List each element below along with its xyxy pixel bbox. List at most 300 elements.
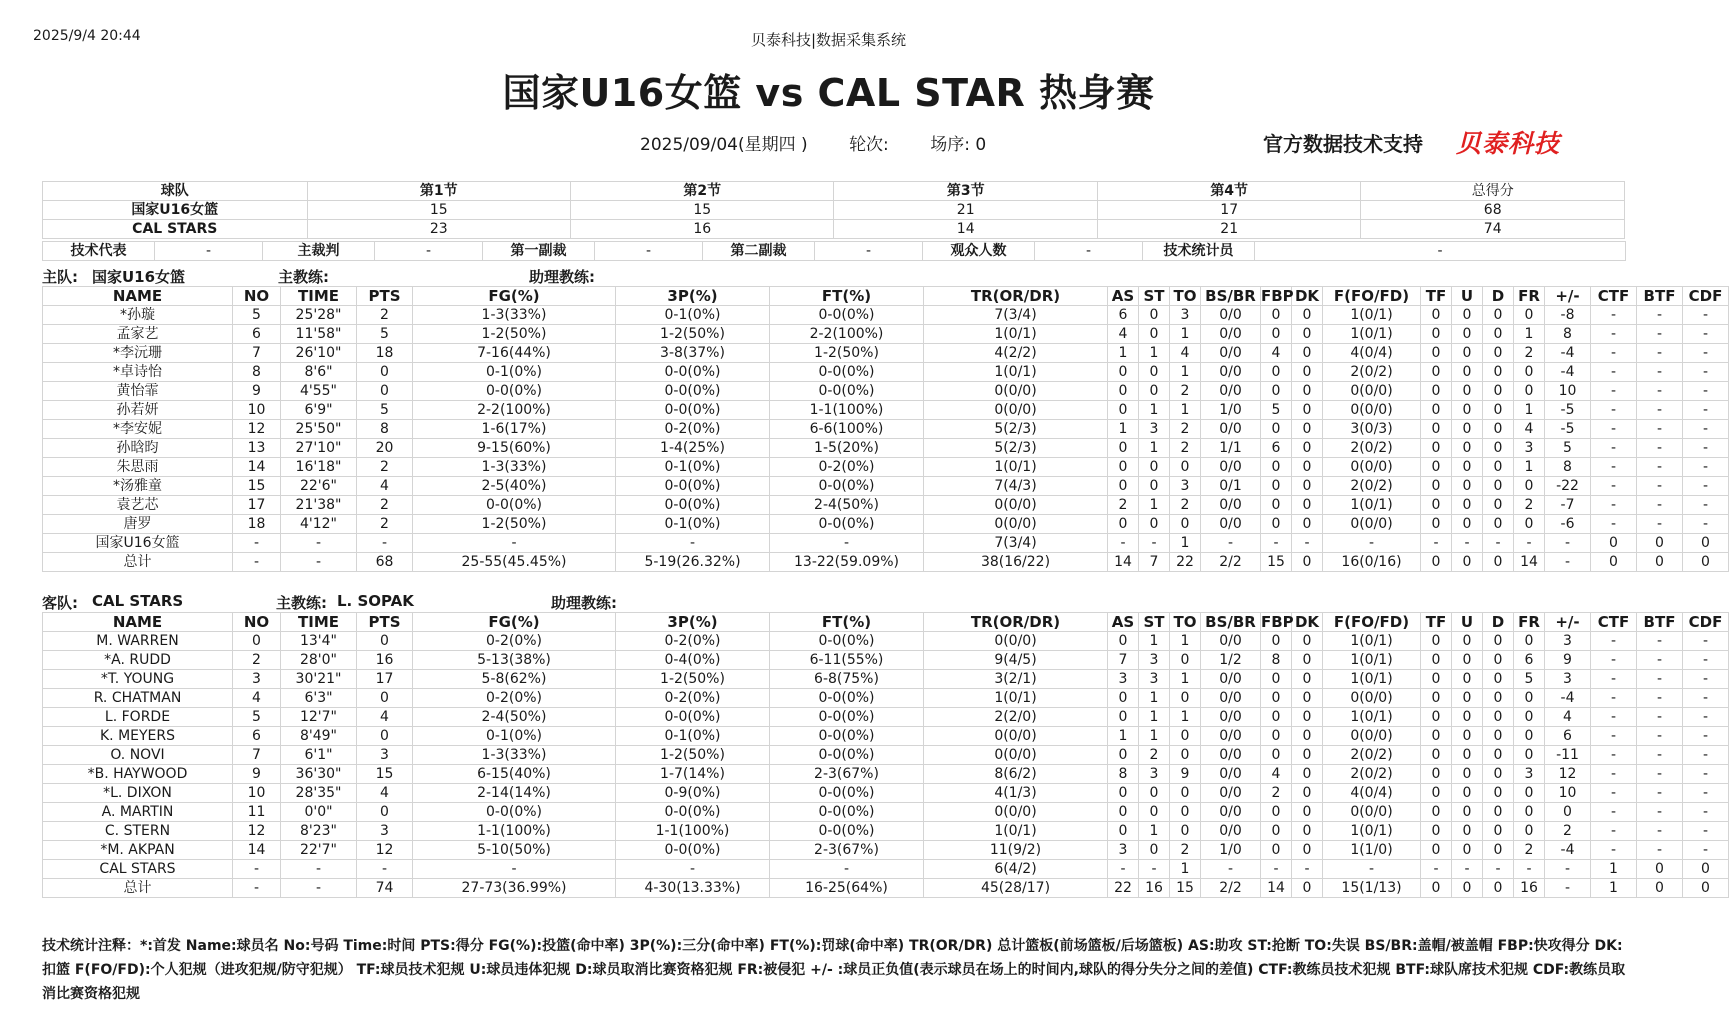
score-table bbox=[42, 181, 1625, 239]
fouls-drawn-cell: 2 bbox=[1514, 496, 1545, 515]
fouls-drawn-cell: 5 bbox=[1514, 670, 1545, 689]
assists-cell: 8 bbox=[1108, 765, 1139, 784]
score-cell: 23 bbox=[307, 220, 570, 239]
column-header-technical-fouls: TF bbox=[1421, 613, 1452, 632]
technical-fouls-cell: 0 bbox=[1421, 420, 1452, 439]
bench-technical-fouls-cell: - bbox=[1637, 708, 1683, 727]
plus-minus-cell: 4 bbox=[1545, 708, 1591, 727]
turnovers-cell: 9 bbox=[1170, 765, 1201, 784]
turnovers-cell: 4 bbox=[1170, 344, 1201, 363]
away-assistant-label: 助理教练: bbox=[551, 594, 617, 612]
turnovers-cell: 0 bbox=[1170, 803, 1201, 822]
column-header-technical-fouls: TF bbox=[1421, 287, 1452, 306]
coach-disqualifying-fouls-cell: - bbox=[1683, 363, 1729, 382]
fouls-cell: 0(0/0) bbox=[1323, 401, 1421, 420]
turnovers-cell: 3 bbox=[1170, 306, 1201, 325]
rebounds-cell: 1(0/1) bbox=[924, 363, 1108, 382]
blocks-cell: 2/2 bbox=[1201, 879, 1261, 898]
score-header-team: 球队 bbox=[43, 182, 308, 201]
points-cell: 5 bbox=[357, 325, 413, 344]
three-points-cell: 0-1(0%) bbox=[616, 727, 770, 746]
steals-cell: 0 bbox=[1139, 458, 1170, 477]
fast-break-points-cell: 0 bbox=[1261, 477, 1292, 496]
minutes-cell: 8'6" bbox=[281, 363, 357, 382]
three-points-cell: 0-1(0%) bbox=[616, 458, 770, 477]
dunks-cell: 0 bbox=[1292, 496, 1323, 515]
match-title: 国家U16女篮 vs CAL STAR 热身赛 bbox=[502, 71, 1155, 115]
column-header-field-goals: FG(%) bbox=[413, 287, 616, 306]
dunks-cell: 0 bbox=[1292, 841, 1323, 860]
steals-cell: 1 bbox=[1139, 496, 1170, 515]
disqualifying-fouls-cell: 0 bbox=[1483, 841, 1514, 860]
rebounds-cell: 7(3/4) bbox=[924, 306, 1108, 325]
points-cell: 74 bbox=[357, 879, 413, 898]
coach-technical-fouls-cell: - bbox=[1591, 439, 1637, 458]
fouls-cell: 2(0/2) bbox=[1323, 746, 1421, 765]
turnovers-cell: 2 bbox=[1170, 496, 1201, 515]
steals-cell: 1 bbox=[1139, 439, 1170, 458]
free-throws-cell: 2-3(67%) bbox=[770, 841, 924, 860]
fast-break-points-cell: 0 bbox=[1261, 746, 1292, 765]
score-header-q2: 第2节 bbox=[570, 182, 833, 201]
field-goals-cell: 1-6(17%) bbox=[413, 420, 616, 439]
score-cell: 15 bbox=[570, 201, 833, 220]
dunks-cell: - bbox=[1292, 534, 1323, 553]
turnovers-cell: 0 bbox=[1170, 784, 1201, 803]
three-points-cell: 0-0(0%) bbox=[616, 477, 770, 496]
rebounds-cell: 1(0/1) bbox=[924, 822, 1108, 841]
bench-technical-fouls-cell: - bbox=[1637, 784, 1683, 803]
three-points-cell: 0-2(0%) bbox=[616, 632, 770, 651]
fouls-drawn-cell: 2 bbox=[1514, 841, 1545, 860]
plus-minus-cell: 6 bbox=[1545, 727, 1591, 746]
official-label: 第一副裁 bbox=[483, 242, 595, 261]
blocks-cell: 1/0 bbox=[1201, 841, 1261, 860]
dunks-cell: 0 bbox=[1292, 822, 1323, 841]
blocks-cell: 1/0 bbox=[1201, 401, 1261, 420]
player-row bbox=[43, 708, 1729, 727]
three-points-cell: 0-0(0%) bbox=[616, 803, 770, 822]
column-header-player-name: NAME bbox=[43, 287, 233, 306]
bench-technical-fouls-cell: - bbox=[1637, 689, 1683, 708]
assists-cell: 22 bbox=[1108, 879, 1139, 898]
points-cell: 5 bbox=[357, 401, 413, 420]
unsportsmanlike-fouls-cell: 0 bbox=[1452, 670, 1483, 689]
bench-technical-fouls-cell: - bbox=[1637, 841, 1683, 860]
bench-technical-fouls-cell: - bbox=[1637, 803, 1683, 822]
column-header-dunks: DK bbox=[1292, 613, 1323, 632]
fouls-drawn-cell: 0 bbox=[1514, 708, 1545, 727]
coach-disqualifying-fouls-cell: - bbox=[1683, 727, 1729, 746]
system-name: 贝泰科技|数据采集系统 bbox=[750, 31, 907, 49]
print-timestamp: 2025/9/4 20:44 bbox=[33, 28, 141, 44]
three-points-cell: 1-2(50%) bbox=[616, 670, 770, 689]
disqualifying-fouls-cell: 0 bbox=[1483, 689, 1514, 708]
player-row bbox=[43, 841, 1729, 860]
steals-cell: 0 bbox=[1139, 803, 1170, 822]
bench-technical-fouls-cell: - bbox=[1637, 670, 1683, 689]
score-cell: 15 bbox=[307, 201, 570, 220]
column-header-free-throws: FT(%) bbox=[770, 287, 924, 306]
three-points-cell: 0-4(0%) bbox=[616, 651, 770, 670]
fast-break-points-cell: 5 bbox=[1261, 401, 1292, 420]
points-cell: 4 bbox=[357, 477, 413, 496]
technical-fouls-cell: - bbox=[1421, 534, 1452, 553]
player-row bbox=[43, 344, 1729, 363]
minutes-cell: 26'10" bbox=[281, 344, 357, 363]
technical-fouls-cell: 0 bbox=[1421, 382, 1452, 401]
assists-cell: 6 bbox=[1108, 306, 1139, 325]
bench-technical-fouls-cell: - bbox=[1637, 477, 1683, 496]
rebounds-cell: 7(4/3) bbox=[924, 477, 1108, 496]
coach-disqualifying-fouls-cell: - bbox=[1683, 632, 1729, 651]
three-points-cell: 1-2(50%) bbox=[616, 325, 770, 344]
minutes-cell: - bbox=[281, 860, 357, 879]
steals-cell: 0 bbox=[1139, 306, 1170, 325]
column-header-player-name: NAME bbox=[43, 613, 233, 632]
player-name-cell: R. CHATMAN bbox=[43, 689, 233, 708]
fouls-drawn-cell: - bbox=[1514, 860, 1545, 879]
bench-technical-fouls-cell: - bbox=[1637, 727, 1683, 746]
coach-technical-fouls-cell: - bbox=[1591, 363, 1637, 382]
away-coach-label: 主教练: bbox=[276, 594, 327, 612]
technical-fouls-cell: 0 bbox=[1421, 344, 1452, 363]
unsportsmanlike-fouls-cell: 0 bbox=[1452, 420, 1483, 439]
free-throws-cell: 16-25(64%) bbox=[770, 879, 924, 898]
turnovers-cell: 2 bbox=[1170, 382, 1201, 401]
technical-fouls-cell: 0 bbox=[1421, 477, 1452, 496]
dunks-cell: 0 bbox=[1292, 325, 1323, 344]
assists-cell: 0 bbox=[1108, 708, 1139, 727]
column-header-blocks: BS/BR bbox=[1201, 613, 1261, 632]
officials-table bbox=[42, 241, 1626, 261]
fouls-drawn-cell: 1 bbox=[1514, 401, 1545, 420]
points-cell: 0 bbox=[357, 363, 413, 382]
free-throws-cell: - bbox=[770, 860, 924, 879]
rebounds-cell: 45(28/17) bbox=[924, 879, 1108, 898]
three-points-cell: 3-8(37%) bbox=[616, 344, 770, 363]
column-header-bench-technical-fouls: BTF bbox=[1637, 287, 1683, 306]
player-row bbox=[43, 420, 1729, 439]
column-header-dunks: DK bbox=[1292, 287, 1323, 306]
fouls-cell: 0(0/0) bbox=[1323, 515, 1421, 534]
column-header-fouls-drawn: FR bbox=[1514, 287, 1545, 306]
turnovers-cell: 0 bbox=[1170, 727, 1201, 746]
coach-technical-fouls-cell: - bbox=[1591, 670, 1637, 689]
turnovers-cell: 0 bbox=[1170, 746, 1201, 765]
points-cell: 8 bbox=[357, 420, 413, 439]
player-row bbox=[43, 803, 1729, 822]
disqualifying-fouls-cell: 0 bbox=[1483, 382, 1514, 401]
player-row bbox=[43, 534, 1729, 553]
disqualifying-fouls-cell: 0 bbox=[1483, 439, 1514, 458]
minutes-cell: 22'6" bbox=[281, 477, 357, 496]
assists-cell: 0 bbox=[1108, 363, 1139, 382]
player-name-cell: *A. RUDD bbox=[43, 651, 233, 670]
match-date: 2025/09/04(星期四 ) bbox=[640, 135, 808, 155]
free-throws-cell: 0-0(0%) bbox=[770, 727, 924, 746]
blocks-cell: 0/0 bbox=[1201, 708, 1261, 727]
fouls-cell: 1(1/0) bbox=[1323, 841, 1421, 860]
home-coach-label: 主教练: bbox=[278, 268, 329, 286]
three-points-cell: 0-0(0%) bbox=[616, 496, 770, 515]
fast-break-points-cell: 0 bbox=[1261, 458, 1292, 477]
steals-cell: 1 bbox=[1139, 632, 1170, 651]
turnovers-cell: 1 bbox=[1170, 860, 1201, 879]
turnovers-cell: 0 bbox=[1170, 689, 1201, 708]
steals-cell: 0 bbox=[1139, 841, 1170, 860]
coach-disqualifying-fouls-cell: - bbox=[1683, 784, 1729, 803]
field-goals-cell: 0-0(0%) bbox=[413, 382, 616, 401]
points-cell: 0 bbox=[357, 689, 413, 708]
bench-technical-fouls-cell: - bbox=[1637, 325, 1683, 344]
field-goals-cell: 5-8(62%) bbox=[413, 670, 616, 689]
dunks-cell: 0 bbox=[1292, 344, 1323, 363]
coach-disqualifying-fouls-cell: - bbox=[1683, 708, 1729, 727]
unsportsmanlike-fouls-cell: 0 bbox=[1452, 382, 1483, 401]
player-row bbox=[43, 325, 1729, 344]
unsportsmanlike-fouls-cell: 0 bbox=[1452, 496, 1483, 515]
bench-technical-fouls-cell: - bbox=[1637, 515, 1683, 534]
blocks-cell: 0/0 bbox=[1201, 746, 1261, 765]
plus-minus-cell: -5 bbox=[1545, 401, 1591, 420]
fouls-cell: 2(0/2) bbox=[1323, 439, 1421, 458]
field-goals-cell: - bbox=[413, 534, 616, 553]
coach-disqualifying-fouls-cell: - bbox=[1683, 822, 1729, 841]
score-cell: 21 bbox=[1097, 220, 1360, 239]
field-goals-cell: 0-2(0%) bbox=[413, 689, 616, 708]
bench-technical-fouls-cell: - bbox=[1637, 632, 1683, 651]
steals-cell: 16 bbox=[1139, 879, 1170, 898]
fouls-cell: 2(0/2) bbox=[1323, 765, 1421, 784]
plus-minus-cell: -7 bbox=[1545, 496, 1591, 515]
fast-break-points-cell: 2 bbox=[1261, 784, 1292, 803]
free-throws-cell: 0-0(0%) bbox=[770, 746, 924, 765]
player-name-cell: 唐罗 bbox=[43, 515, 233, 534]
bench-technical-fouls-cell: 0 bbox=[1637, 879, 1683, 898]
bench-technical-fouls-cell: - bbox=[1637, 344, 1683, 363]
steals-cell: 1 bbox=[1139, 401, 1170, 420]
player-row bbox=[43, 553, 1729, 572]
fast-break-points-cell: - bbox=[1261, 860, 1292, 879]
jersey-number-cell: 14 bbox=[233, 458, 281, 477]
player-row bbox=[43, 632, 1729, 651]
points-cell: - bbox=[357, 534, 413, 553]
free-throws-cell: 0-2(0%) bbox=[770, 458, 924, 477]
rebounds-cell: 9(4/5) bbox=[924, 651, 1108, 670]
dunks-cell: 0 bbox=[1292, 765, 1323, 784]
dunks-cell: 0 bbox=[1292, 439, 1323, 458]
disqualifying-fouls-cell: 0 bbox=[1483, 784, 1514, 803]
fast-break-points-cell: 0 bbox=[1261, 420, 1292, 439]
coach-disqualifying-fouls-cell: - bbox=[1683, 344, 1729, 363]
column-header-coach-disqualifying-fouls: CDF bbox=[1683, 613, 1729, 632]
player-name-cell: 孟家艺 bbox=[43, 325, 233, 344]
bench-technical-fouls-cell: - bbox=[1637, 401, 1683, 420]
free-throws-cell: 0-0(0%) bbox=[770, 822, 924, 841]
dunks-cell: 0 bbox=[1292, 670, 1323, 689]
three-points-cell: 0-1(0%) bbox=[616, 306, 770, 325]
three-points-cell: 1-1(100%) bbox=[616, 822, 770, 841]
points-cell: 68 bbox=[357, 553, 413, 572]
blocks-cell: 0/0 bbox=[1201, 632, 1261, 651]
minutes-cell: 6'3" bbox=[281, 689, 357, 708]
blocks-cell: 1/1 bbox=[1201, 439, 1261, 458]
assists-cell: 3 bbox=[1108, 841, 1139, 860]
disqualifying-fouls-cell: 0 bbox=[1483, 727, 1514, 746]
free-throws-cell: 2-4(50%) bbox=[770, 496, 924, 515]
points-cell: 2 bbox=[357, 515, 413, 534]
assists-cell: 14 bbox=[1108, 553, 1139, 572]
steals-cell: 2 bbox=[1139, 746, 1170, 765]
jersey-number-cell: 12 bbox=[233, 420, 281, 439]
assists-cell: 4 bbox=[1108, 325, 1139, 344]
technical-fouls-cell: 0 bbox=[1421, 727, 1452, 746]
player-row bbox=[43, 382, 1729, 401]
coach-disqualifying-fouls-cell: - bbox=[1683, 401, 1729, 420]
coach-disqualifying-fouls-cell: 0 bbox=[1683, 860, 1729, 879]
score-cell: 14 bbox=[834, 220, 1097, 239]
rebounds-cell: 0(0/0) bbox=[924, 382, 1108, 401]
jersey-number-cell: 6 bbox=[233, 727, 281, 746]
technical-fouls-cell: 0 bbox=[1421, 803, 1452, 822]
assists-cell: 0 bbox=[1108, 477, 1139, 496]
jersey-number-cell: - bbox=[233, 860, 281, 879]
points-cell: 20 bbox=[357, 439, 413, 458]
turnovers-cell: 3 bbox=[1170, 477, 1201, 496]
field-goals-cell: 5-10(50%) bbox=[413, 841, 616, 860]
technical-fouls-cell: 0 bbox=[1421, 325, 1452, 344]
field-goals-cell: 2-5(40%) bbox=[413, 477, 616, 496]
unsportsmanlike-fouls-cell: 0 bbox=[1452, 458, 1483, 477]
disqualifying-fouls-cell: 0 bbox=[1483, 325, 1514, 344]
column-header-assists: AS bbox=[1108, 287, 1139, 306]
assists-cell: 0 bbox=[1108, 803, 1139, 822]
rebounds-cell: 6(4/2) bbox=[924, 860, 1108, 879]
steals-cell: 3 bbox=[1139, 420, 1170, 439]
jersey-number-cell: 14 bbox=[233, 841, 281, 860]
player-name-cell: 黄怡霏 bbox=[43, 382, 233, 401]
free-throws-cell: - bbox=[770, 534, 924, 553]
steals-cell: 0 bbox=[1139, 363, 1170, 382]
technical-fouls-cell: 0 bbox=[1421, 841, 1452, 860]
three-points-cell: 4-30(13.33%) bbox=[616, 879, 770, 898]
technical-fouls-cell: - bbox=[1421, 860, 1452, 879]
disqualifying-fouls-cell: 0 bbox=[1483, 632, 1514, 651]
minutes-cell: 27'10" bbox=[281, 439, 357, 458]
steals-cell: 1 bbox=[1139, 822, 1170, 841]
coach-disqualifying-fouls-cell: - bbox=[1683, 439, 1729, 458]
plus-minus-cell: 3 bbox=[1545, 670, 1591, 689]
dunks-cell: 0 bbox=[1292, 651, 1323, 670]
unsportsmanlike-fouls-cell: - bbox=[1452, 860, 1483, 879]
player-name-cell: *T. YOUNG bbox=[43, 670, 233, 689]
technical-fouls-cell: 0 bbox=[1421, 632, 1452, 651]
coach-technical-fouls-cell: - bbox=[1591, 344, 1637, 363]
field-goals-cell: 0-0(0%) bbox=[413, 496, 616, 515]
support-text: 官方数据技术支持 bbox=[1263, 132, 1423, 156]
coach-technical-fouls-cell: - bbox=[1591, 401, 1637, 420]
official-label: 技术统计员 bbox=[1143, 242, 1255, 261]
coach-disqualifying-fouls-cell: - bbox=[1683, 803, 1729, 822]
player-row bbox=[43, 306, 1729, 325]
coach-disqualifying-fouls-cell: - bbox=[1683, 382, 1729, 401]
minutes-cell: 8'23" bbox=[281, 822, 357, 841]
technical-fouls-cell: 0 bbox=[1421, 689, 1452, 708]
bench-technical-fouls-cell: 0 bbox=[1637, 534, 1683, 553]
fast-break-points-cell: 0 bbox=[1261, 306, 1292, 325]
fouls-drawn-cell: 0 bbox=[1514, 822, 1545, 841]
points-cell: 4 bbox=[357, 784, 413, 803]
free-throws-cell: 0-0(0%) bbox=[770, 803, 924, 822]
player-row bbox=[43, 765, 1729, 784]
rebounds-cell: 0(0/0) bbox=[924, 803, 1108, 822]
player-row bbox=[43, 784, 1729, 803]
fouls-drawn-cell: 4 bbox=[1514, 420, 1545, 439]
turnovers-cell: 0 bbox=[1170, 515, 1201, 534]
plus-minus-cell: -22 bbox=[1545, 477, 1591, 496]
fouls-cell: 1(0/1) bbox=[1323, 670, 1421, 689]
plus-minus-cell: 10 bbox=[1545, 784, 1591, 803]
disqualifying-fouls-cell: 0 bbox=[1483, 803, 1514, 822]
dunks-cell: 0 bbox=[1292, 803, 1323, 822]
dunks-cell: 0 bbox=[1292, 401, 1323, 420]
fast-break-points-cell: 0 bbox=[1261, 496, 1292, 515]
player-row bbox=[43, 496, 1729, 515]
column-header-three-points: 3P(%) bbox=[616, 613, 770, 632]
disqualifying-fouls-cell: 0 bbox=[1483, 363, 1514, 382]
column-header-fouls: F(FO/FD) bbox=[1323, 613, 1421, 632]
technical-fouls-cell: 0 bbox=[1421, 401, 1452, 420]
score-header-row bbox=[43, 182, 1625, 201]
blocks-cell: 0/0 bbox=[1201, 803, 1261, 822]
rebounds-cell: 7(3/4) bbox=[924, 534, 1108, 553]
assists-cell: 3 bbox=[1108, 670, 1139, 689]
player-name-cell: *L. DIXON bbox=[43, 784, 233, 803]
field-goals-cell: 1-3(33%) bbox=[413, 746, 616, 765]
player-row bbox=[43, 439, 1729, 458]
jersey-number-cell: 10 bbox=[233, 784, 281, 803]
unsportsmanlike-fouls-cell: 0 bbox=[1452, 784, 1483, 803]
free-throws-cell: 0-0(0%) bbox=[770, 689, 924, 708]
steals-cell: 1 bbox=[1139, 727, 1170, 746]
coach-disqualifying-fouls-cell: - bbox=[1683, 515, 1729, 534]
steals-cell: 1 bbox=[1139, 689, 1170, 708]
official-label: 主裁判 bbox=[263, 242, 375, 261]
fouls-cell: 3(0/3) bbox=[1323, 420, 1421, 439]
fouls-drawn-cell: 1 bbox=[1514, 325, 1545, 344]
coach-technical-fouls-cell: - bbox=[1591, 841, 1637, 860]
dunks-cell: 0 bbox=[1292, 363, 1323, 382]
fouls-cell: 1(0/1) bbox=[1323, 822, 1421, 841]
three-points-cell: 1-7(14%) bbox=[616, 765, 770, 784]
points-cell: 0 bbox=[357, 632, 413, 651]
fouls-cell: 0(0/0) bbox=[1323, 689, 1421, 708]
points-cell: 2 bbox=[357, 458, 413, 477]
points-cell: 18 bbox=[357, 344, 413, 363]
fouls-drawn-cell: 0 bbox=[1514, 363, 1545, 382]
player-row bbox=[43, 363, 1729, 382]
rebounds-cell: 1(0/1) bbox=[924, 458, 1108, 477]
bench-technical-fouls-cell: 0 bbox=[1637, 860, 1683, 879]
fast-break-points-cell: 0 bbox=[1261, 325, 1292, 344]
fast-break-points-cell: 6 bbox=[1261, 439, 1292, 458]
coach-technical-fouls-cell: 1 bbox=[1591, 860, 1637, 879]
disqualifying-fouls-cell: 0 bbox=[1483, 822, 1514, 841]
bench-technical-fouls-cell: - bbox=[1637, 420, 1683, 439]
technical-fouls-cell: 0 bbox=[1421, 496, 1452, 515]
free-throws-cell: 0-0(0%) bbox=[770, 784, 924, 803]
